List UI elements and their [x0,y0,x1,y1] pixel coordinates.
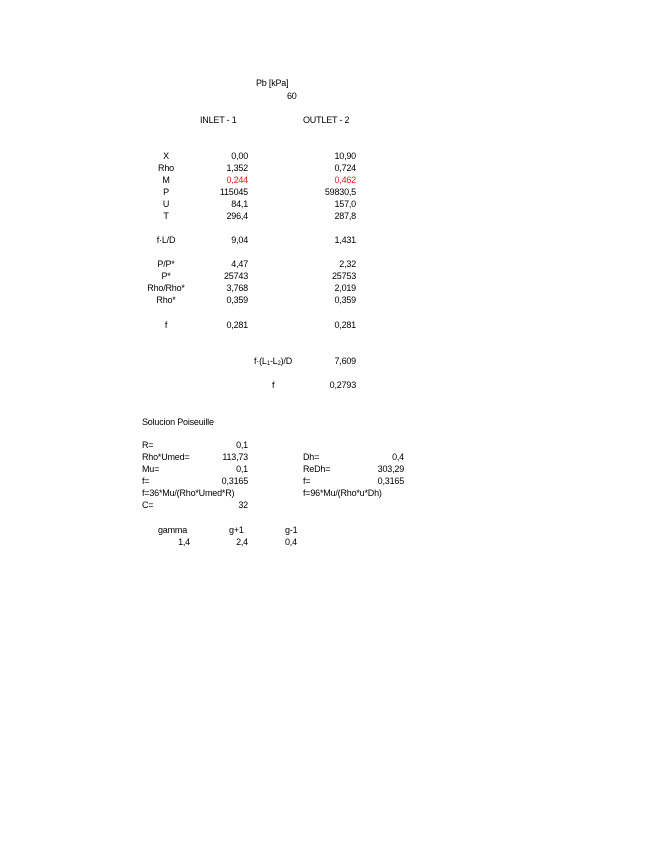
fl-value: 7,609 [334,356,356,366]
row-label: f·L/D [156,235,176,245]
f-value: 0,2793 [329,380,356,390]
param-label: f= [142,476,150,486]
param-label: f= [303,476,311,486]
outlet-value: 1,431 [334,235,356,245]
fl-label: $f\cdot(L_1-L_2)/D$ [254,356,292,367]
inlet-value: 4,47 [231,259,248,269]
inlet-value: 0,359 [226,295,248,305]
gplus-value: 2,4 [236,537,248,547]
gamma-value: 1,4 [178,537,190,547]
inlet-value: 296,4 [226,211,248,221]
outlet-value-highlight: 0,462 [334,175,356,185]
row-label: Rho/Rho* [147,283,185,293]
pb-label: Pb [kPa] [256,78,289,88]
param-value: 32 [238,500,248,510]
inlet-value: 25743 [223,271,248,281]
param-label: C= [142,500,154,510]
inlet-value: 0,281 [226,320,248,330]
row-label: M [162,175,170,185]
outlet-value: 0,724 [334,163,356,173]
poiseuille-title: Solucion Poiseuille [142,417,214,427]
param-value: 0,3165 [377,476,404,486]
left-formula: f=36*Mu/(Rho*Umed*R) [142,488,235,498]
param-value: 0,3165 [221,476,248,486]
outlet-value: 287,8 [334,211,356,221]
inlet-value: 0,00 [231,151,248,161]
outlet-value: 0,359 [334,295,356,305]
row-label: P [163,187,169,197]
gplus-header: g+1 [229,525,244,535]
inlet-value: 115045 [219,187,248,197]
inlet-value: 1,352 [226,163,248,173]
param-value: 303,29 [377,464,404,474]
inlet-value: 3,768 [226,283,248,293]
gminus-value: 0,4 [285,537,297,547]
row-label: f [164,320,168,330]
outlet-value: 25753 [331,271,356,281]
f-label: f [272,380,275,390]
param-label: Dh= [303,452,320,462]
param-value: 113,73 [222,452,248,462]
outlet-value: 157,0 [334,199,356,209]
row-label: P/P* [157,259,175,269]
outlet-value: 10,90 [334,151,356,161]
row-label: Rho* [156,295,176,305]
inlet-header: INLET - 1 [200,115,237,125]
outlet-value: 0,281 [334,320,356,330]
param-label: Rho*Umed= [142,452,190,462]
param-value: 0,1 [236,440,248,450]
outlet-value: 2,019 [334,283,356,293]
row-label: Rho [158,163,174,173]
param-label: R= [142,440,154,450]
pb-value: 60 [287,91,297,101]
outlet-value: 59830,5 [324,187,356,197]
row-label: P* [161,271,171,281]
right-formula: f=96*Mu/(Rho*u*Dh) [303,488,382,498]
row-label: U [162,199,170,209]
inlet-value: 84,1 [231,199,248,209]
gamma-header: gamma [158,525,188,535]
outlet-header: OUTLET - 2 [303,115,350,125]
row-label: X [163,151,169,161]
inlet-value: 9,04 [231,235,248,245]
outlet-value: 2,32 [339,259,356,269]
gminus-header: g-1 [285,525,298,535]
param-value: 0,1 [236,464,248,474]
param-label: ReDh= [303,464,331,474]
inlet-value-highlight: 0,244 [226,175,248,185]
param-label: Mu= [142,464,160,474]
row-label: T [163,211,169,221]
param-value: 0,4 [392,452,404,462]
